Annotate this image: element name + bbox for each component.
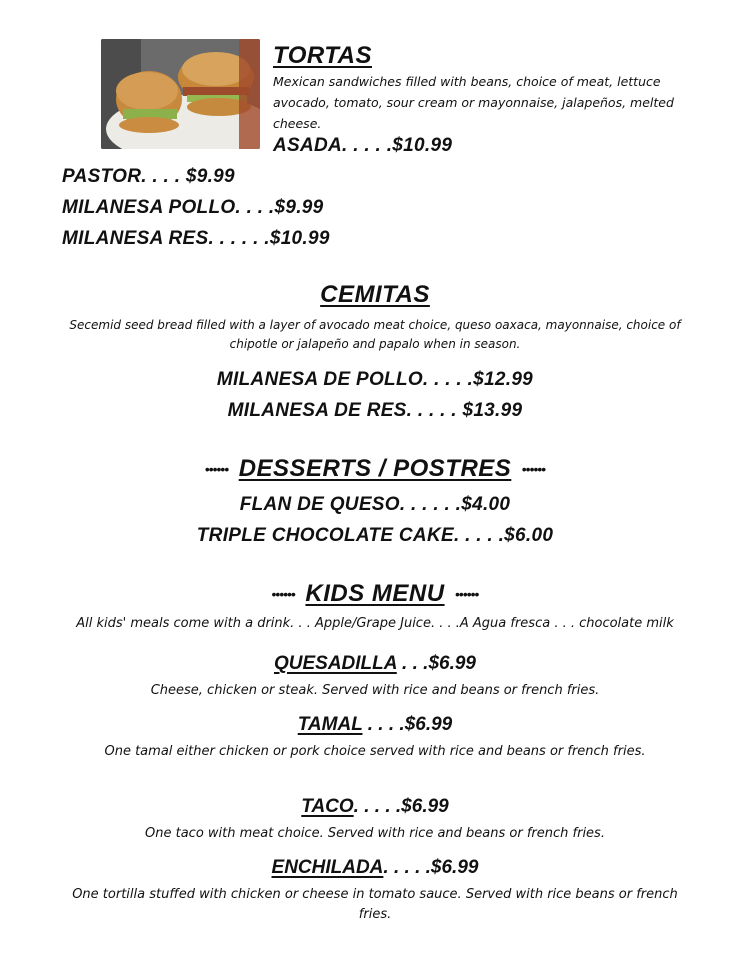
kids-heading-row [0, 580, 750, 608]
cemitas-description: Secemid seed bread filled with a layer of avocado meat choice, queso oaxaca, mayonnaise, choice of chipotle or jalapeño and papalo when in season. [69, 318, 681, 351]
kids-quesadilla-name: QUESADILLA [273, 653, 397, 674]
kids-right-ornament: •••••• [455, 586, 479, 602]
torta-photo [101, 39, 260, 149]
torta-asada-item: ASADA. . . . .$10.99 [273, 135, 453, 156]
kids-quesadilla-price: . . .$6.99 [396, 653, 477, 674]
kids-tamal-item [0, 714, 750, 736]
kids-left-ornament: •••••• [271, 586, 295, 602]
desserts-heading: DESSERTS / POSTRES [238, 455, 512, 482]
torta-milanesa-res-item: MILANESA RES. . . . . .$10.99 [62, 228, 330, 249]
torta-sandwich-image [101, 39, 260, 149]
kids-tamal-name: TAMAL [297, 714, 363, 735]
kids-taco-item [0, 796, 750, 818]
cemita-milanesa-res-item: MILANESA DE RES. . . . . $13.99 [227, 400, 523, 421]
kids-taco-name: TACO [301, 796, 354, 817]
kids-menu-heading: KIDS MENU [305, 580, 445, 607]
torta-pastor-item: PASTOR. . . . $9.99 [62, 166, 235, 187]
desserts-right-ornament: •••••• [521, 461, 546, 477]
cemitas-heading: CEMITAS [320, 281, 430, 308]
tortas-heading: TORTAS [273, 42, 373, 69]
kids-intro: All kids' meals come with a drink. . . Apple/Grape Juice. . . .A Agua fresca . . . chocolate milk [76, 616, 674, 631]
kids-enchilada-item [0, 857, 750, 879]
kids-quesadilla-item [0, 653, 750, 675]
desserts-heading-row [0, 455, 750, 483]
dessert-flan-item: FLAN DE QUESO. . . . . .$4.00 [239, 494, 511, 515]
torta-milanesa-pollo-item: MILANESA POLLO. . . .$9.99 [62, 197, 324, 218]
kids-tamal-desc: One tamal either chicken or pork choice served with rice and beans or french fries. [104, 744, 646, 759]
desserts-left-ornament: •••••• [204, 461, 229, 477]
kids-tamal-price: . . . .$6.99 [362, 714, 453, 735]
kids-enchilada-price: . . . . .$6.99 [383, 857, 479, 878]
kids-taco-price: . . . . .$6.99 [353, 796, 449, 817]
kids-enchilada-name: ENCHILADA [271, 857, 384, 878]
kids-taco-desc: One taco with meat choice. Served with rice and beans or french fries. [145, 826, 605, 841]
kids-quesadilla-desc: Cheese, chicken or steak. Served with rice and beans or french fries. [150, 683, 600, 698]
tortas-description: Mexican sandwiches filled with beans, choice of meat, lettuce avocado, tomato, sour cream or mayonnaise, jalapeños, melted cheese. [273, 74, 674, 131]
cemita-milanesa-pollo-item: MILANESA DE POLLO. . . . .$12.99 [216, 369, 534, 390]
dessert-chocolate-cake-item: TRIPLE CHOCOLATE CAKE. . . . .$6.00 [196, 525, 554, 546]
kids-enchilada-desc: One tortilla stuffed with chicken or cheese in tomato sauce. Served with rice beans or french fries. [72, 887, 678, 922]
